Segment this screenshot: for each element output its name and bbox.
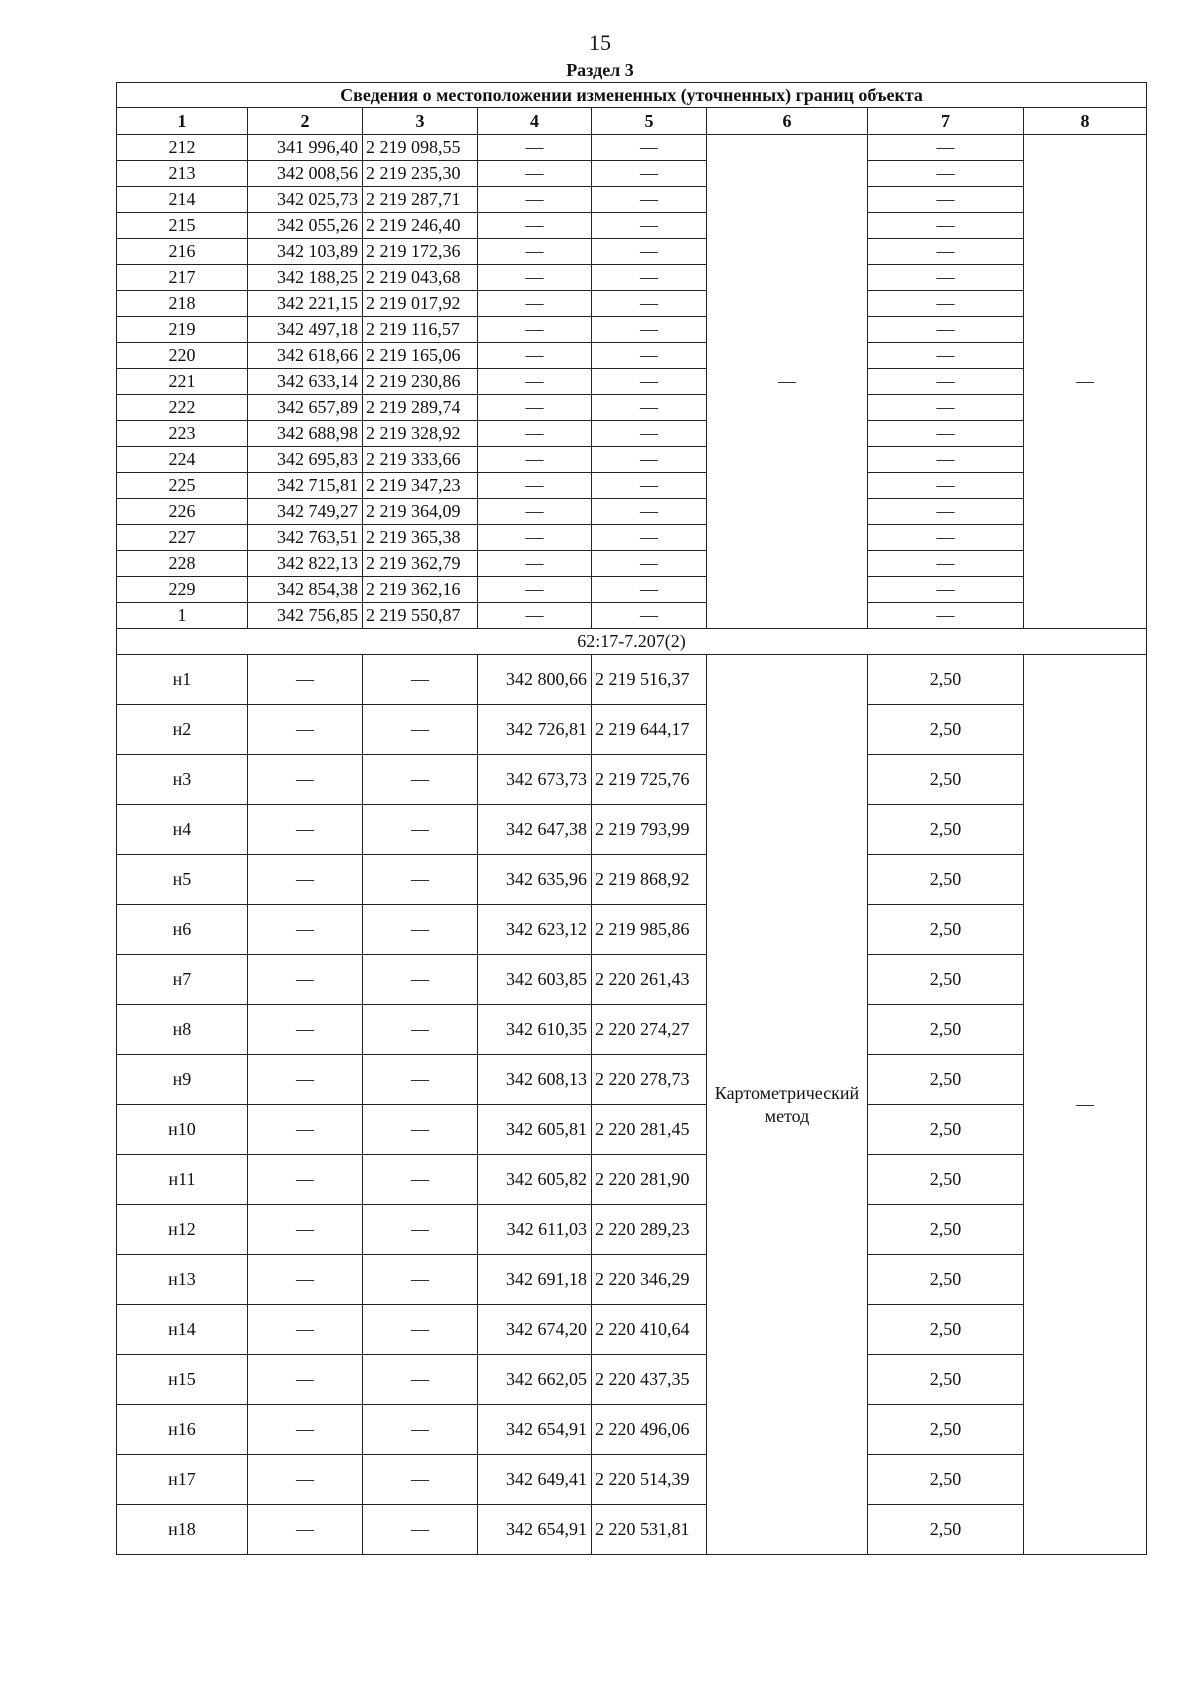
column-header-8: 8: [1024, 108, 1147, 135]
coord-y-existing: —: [363, 1005, 478, 1055]
coord-y-new: —: [592, 473, 707, 499]
accuracy-cell: —: [868, 239, 1024, 265]
table-row: [117, 499, 1147, 525]
coord-y-existing: 2 219 172,36: [363, 239, 478, 265]
table-row: [117, 395, 1147, 421]
table-row: [117, 161, 1147, 187]
table-row: [117, 755, 1147, 805]
column-header-4: 4: [478, 108, 592, 135]
point-number: н1: [117, 655, 248, 705]
coord-y-existing: —: [363, 655, 478, 705]
table-row: [117, 1155, 1147, 1205]
coord-y-new: —: [592, 421, 707, 447]
coord-x-new: 342 623,12: [478, 905, 592, 955]
accuracy-cell: 2,50: [868, 1005, 1024, 1055]
table-row: [117, 291, 1147, 317]
table-row: [117, 1305, 1147, 1355]
accuracy-cell: —: [868, 187, 1024, 213]
coord-x-existing: 342 688,98: [248, 421, 363, 447]
coord-x-existing: —: [248, 1205, 363, 1255]
coord-y-new: 2 220 410,64: [592, 1305, 707, 1355]
coord-x-new: 342 611,03: [478, 1205, 592, 1255]
table-body: [117, 135, 1147, 1555]
coord-y-existing: 2 219 333,66: [363, 447, 478, 473]
coord-y-new: 2 219 868,92: [592, 855, 707, 905]
accuracy-cell: —: [868, 265, 1024, 291]
coord-x-existing: 342 749,27: [248, 499, 363, 525]
point-number: 222: [117, 395, 248, 421]
coord-x-new: 342 654,91: [478, 1505, 592, 1555]
coord-y-new: 2 220 278,73: [592, 1055, 707, 1105]
coord-y-existing: 2 219 165,06: [363, 343, 478, 369]
coord-x-existing: 342 715,81: [248, 473, 363, 499]
col8-cell: —: [1024, 655, 1147, 1555]
coord-x-new: —: [478, 291, 592, 317]
point-number: 218: [117, 291, 248, 317]
point-number: 225: [117, 473, 248, 499]
accuracy-cell: —: [868, 135, 1024, 161]
column-header-1: 1: [117, 108, 248, 135]
point-number: н10: [117, 1105, 248, 1155]
table-row: [117, 525, 1147, 551]
point-number: 215: [117, 213, 248, 239]
coord-y-existing: —: [363, 1105, 478, 1155]
coord-y-existing: 2 219 365,38: [363, 525, 478, 551]
coord-x-new: —: [478, 577, 592, 603]
table-row: [117, 805, 1147, 855]
coord-y-new: —: [592, 525, 707, 551]
coord-y-existing: 2 219 362,16: [363, 577, 478, 603]
coord-x-existing: 342 763,51: [248, 525, 363, 551]
coord-x-existing: 342 756,85: [248, 603, 363, 629]
coord-x-new: 342 635,96: [478, 855, 592, 905]
point-number: н11: [117, 1155, 248, 1205]
coord-y-existing: 2 219 098,55: [363, 135, 478, 161]
coord-y-new: 2 219 793,99: [592, 805, 707, 855]
table-row: [117, 1405, 1147, 1455]
table-row: [117, 1505, 1147, 1555]
accuracy-cell: 2,50: [868, 1055, 1024, 1105]
point-number: 227: [117, 525, 248, 551]
coord-x-new: —: [478, 343, 592, 369]
accuracy-cell: 2,50: [868, 705, 1024, 755]
coord-x-new: 342 605,81: [478, 1105, 592, 1155]
accuracy-cell: 2,50: [868, 855, 1024, 905]
coord-x-existing: —: [248, 1105, 363, 1155]
coord-x-existing: 342 008,56: [248, 161, 363, 187]
coord-y-new: —: [592, 317, 707, 343]
table-row: [117, 317, 1147, 343]
coord-y-existing: 2 219 364,09: [363, 499, 478, 525]
coord-x-new: —: [478, 161, 592, 187]
coord-y-existing: —: [363, 705, 478, 755]
accuracy-cell: 2,50: [868, 1305, 1024, 1355]
table-row: [117, 135, 1147, 161]
point-number: н14: [117, 1305, 248, 1355]
point-number: н15: [117, 1355, 248, 1405]
accuracy-cell: —: [868, 213, 1024, 239]
coord-x-new: 342 673,73: [478, 755, 592, 805]
coord-x-new: —: [478, 213, 592, 239]
coord-x-existing: 342 188,25: [248, 265, 363, 291]
coord-x-existing: 342 822,13: [248, 551, 363, 577]
coord-y-new: 2 219 644,17: [592, 705, 707, 755]
coord-x-new: —: [478, 447, 592, 473]
point-number: 220: [117, 343, 248, 369]
coord-x-new: —: [478, 395, 592, 421]
accuracy-cell: —: [868, 395, 1024, 421]
coord-x-existing: 342 497,18: [248, 317, 363, 343]
point-number: 216: [117, 239, 248, 265]
accuracy-cell: 2,50: [868, 1255, 1024, 1305]
table-row: [117, 343, 1147, 369]
coord-y-existing: —: [363, 1505, 478, 1555]
accuracy-cell: —: [868, 551, 1024, 577]
coord-y-existing: 2 219 289,74: [363, 395, 478, 421]
coord-y-existing: —: [363, 1255, 478, 1305]
coord-y-new: 2 219 516,37: [592, 655, 707, 705]
point-number: 226: [117, 499, 248, 525]
point-number: 212: [117, 135, 248, 161]
coord-x-existing: 342 618,66: [248, 343, 363, 369]
coord-x-new: 342 649,41: [478, 1455, 592, 1505]
point-number: 217: [117, 265, 248, 291]
coord-y-existing: —: [363, 1355, 478, 1405]
coord-y-existing: 2 219 362,79: [363, 551, 478, 577]
coord-y-new: —: [592, 239, 707, 265]
point-number: н6: [117, 905, 248, 955]
coord-y-new: —: [592, 499, 707, 525]
coord-x-new: 342 608,13: [478, 1055, 592, 1105]
coord-x-new: —: [478, 135, 592, 161]
coord-x-existing: —: [248, 1405, 363, 1455]
coord-y-new: —: [592, 265, 707, 291]
coord-y-new: —: [592, 447, 707, 473]
table-row: [117, 855, 1147, 905]
table-row: [117, 551, 1147, 577]
table-title: Сведения о местоположении измененных (уточненных) границ объекта: [117, 83, 1147, 108]
coord-x-new: 342 654,91: [478, 1405, 592, 1455]
accuracy-cell: —: [868, 473, 1024, 499]
coord-y-new: —: [592, 369, 707, 395]
column-header-5: 5: [592, 108, 707, 135]
method-cell: —: [707, 135, 868, 629]
page-number: 15: [589, 30, 611, 55]
table-row: [117, 473, 1147, 499]
coord-y-existing: —: [363, 1155, 478, 1205]
coord-x-existing: —: [248, 755, 363, 805]
point-number: н3: [117, 755, 248, 805]
table-row: [117, 239, 1147, 265]
coord-y-new: 2 220 346,29: [592, 1255, 707, 1305]
coord-x-new: 342 800,66: [478, 655, 592, 705]
coord-x-new: 342 691,18: [478, 1255, 592, 1305]
coord-y-new: 2 220 281,90: [592, 1155, 707, 1205]
coord-x-new: —: [478, 187, 592, 213]
coord-y-existing: —: [363, 805, 478, 855]
accuracy-cell: 2,50: [868, 1105, 1024, 1155]
coord-x-new: 342 647,38: [478, 805, 592, 855]
accuracy-cell: 2,50: [868, 1505, 1024, 1555]
accuracy-cell: 2,50: [868, 755, 1024, 805]
point-number: н17: [117, 1455, 248, 1505]
coord-x-existing: 342 103,89: [248, 239, 363, 265]
coord-y-new: 2 220 496,06: [592, 1405, 707, 1455]
table-row: [117, 905, 1147, 955]
accuracy-cell: —: [868, 577, 1024, 603]
point-number: 214: [117, 187, 248, 213]
coord-x-existing: 342 695,83: [248, 447, 363, 473]
coord-y-existing: 2 219 328,92: [363, 421, 478, 447]
point-number: н13: [117, 1255, 248, 1305]
coord-x-new: —: [478, 473, 592, 499]
table-row: [117, 1255, 1147, 1305]
coord-x-new: —: [478, 551, 592, 577]
point-number: н9: [117, 1055, 248, 1105]
coord-y-new: —: [592, 291, 707, 317]
coord-y-new: 2 220 437,35: [592, 1355, 707, 1405]
column-header-7: 7: [868, 108, 1024, 135]
table-row: [117, 603, 1147, 629]
point-number: н18: [117, 1505, 248, 1555]
table-row: [117, 187, 1147, 213]
coord-x-new: —: [478, 525, 592, 551]
coord-y-existing: 2 219 017,92: [363, 291, 478, 317]
coord-y-new: 2 220 274,27: [592, 1005, 707, 1055]
accuracy-cell: —: [868, 161, 1024, 187]
coord-y-new: 2 220 289,23: [592, 1205, 707, 1255]
coord-y-existing: 2 219 043,68: [363, 265, 478, 291]
coord-y-existing: 2 219 287,71: [363, 187, 478, 213]
coord-x-new: —: [478, 499, 592, 525]
accuracy-cell: —: [868, 525, 1024, 551]
coord-x-existing: —: [248, 655, 363, 705]
coord-x-existing: 342 854,38: [248, 577, 363, 603]
coord-x-new: 342 726,81: [478, 705, 592, 755]
table-row: [117, 421, 1147, 447]
point-number: н4: [117, 805, 248, 855]
table-row: [117, 955, 1147, 1005]
coord-x-new: —: [478, 421, 592, 447]
coord-x-new: —: [478, 265, 592, 291]
coord-x-existing: —: [248, 855, 363, 905]
coord-x-existing: 342 025,73: [248, 187, 363, 213]
coord-y-existing: —: [363, 1405, 478, 1455]
coord-x-existing: —: [248, 1455, 363, 1505]
coord-x-existing: —: [248, 1505, 363, 1555]
accuracy-cell: —: [868, 291, 1024, 317]
point-number: н8: [117, 1005, 248, 1055]
coord-x-new: 342 603,85: [478, 955, 592, 1005]
coord-x-new: —: [478, 603, 592, 629]
point-number: 228: [117, 551, 248, 577]
accuracy-cell: —: [868, 317, 1024, 343]
coord-x-new: 342 662,05: [478, 1355, 592, 1405]
coord-x-new: 342 610,35: [478, 1005, 592, 1055]
accuracy-cell: 2,50: [868, 1205, 1024, 1255]
coord-y-existing: 2 219 230,86: [363, 369, 478, 395]
table-row: [117, 1005, 1147, 1055]
coord-y-existing: 2 219 347,23: [363, 473, 478, 499]
table-row: [117, 1105, 1147, 1155]
coord-x-new: —: [478, 369, 592, 395]
column-header-6: 6: [707, 108, 868, 135]
column-header-row: [117, 108, 1147, 135]
accuracy-cell: —: [868, 343, 1024, 369]
accuracy-cell: 2,50: [868, 1155, 1024, 1205]
accuracy-cell: 2,50: [868, 1405, 1024, 1455]
coord-y-new: 2 219 725,76: [592, 755, 707, 805]
col8-cell: —: [1024, 135, 1147, 629]
point-number: 224: [117, 447, 248, 473]
point-number: 221: [117, 369, 248, 395]
coord-y-new: —: [592, 213, 707, 239]
coord-x-existing: 342 657,89: [248, 395, 363, 421]
coord-y-new: 2 220 281,45: [592, 1105, 707, 1155]
coord-y-new: 2 220 261,43: [592, 955, 707, 1005]
coord-x-existing: 342 055,26: [248, 213, 363, 239]
column-header-3: 3: [363, 108, 478, 135]
coord-x-new: —: [478, 239, 592, 265]
point-number: 219: [117, 317, 248, 343]
table-row: [117, 369, 1147, 395]
subgroup-row: [117, 629, 1147, 655]
point-number: н12: [117, 1205, 248, 1255]
accuracy-cell: 2,50: [868, 655, 1024, 705]
point-number: н7: [117, 955, 248, 1005]
coord-x-existing: —: [248, 905, 363, 955]
point-number: 213: [117, 161, 248, 187]
coord-y-existing: 2 219 246,40: [363, 213, 478, 239]
coord-x-existing: —: [248, 1005, 363, 1055]
coord-y-existing: 2 219 116,57: [363, 317, 478, 343]
coord-x-new: 342 674,20: [478, 1305, 592, 1355]
coord-y-new: —: [592, 577, 707, 603]
accuracy-cell: —: [868, 447, 1024, 473]
coord-x-existing: 342 633,14: [248, 369, 363, 395]
coord-x-existing: 342 221,15: [248, 291, 363, 317]
table-row: [117, 1455, 1147, 1505]
section-title: Раздел 3: [566, 60, 634, 80]
point-number: н16: [117, 1405, 248, 1455]
table-row: [117, 447, 1147, 473]
coord-y-new: 2 220 531,81: [592, 1505, 707, 1555]
accuracy-cell: —: [868, 603, 1024, 629]
coord-y-new: —: [592, 343, 707, 369]
coord-y-new: 2 219 985,86: [592, 905, 707, 955]
point-number: н5: [117, 855, 248, 905]
table-row: [117, 1205, 1147, 1255]
accuracy-cell: —: [868, 499, 1024, 525]
coord-x-existing: —: [248, 1355, 363, 1405]
coord-x-new: —: [478, 317, 592, 343]
coord-x-new: 342 605,82: [478, 1155, 592, 1205]
table-row: [117, 655, 1147, 705]
point-number: 223: [117, 421, 248, 447]
coord-y-new: —: [592, 161, 707, 187]
coord-y-existing: —: [363, 1205, 478, 1255]
table-row: [117, 265, 1147, 291]
table-row: [117, 705, 1147, 755]
method-cell: Картометрический метод: [707, 655, 868, 1555]
accuracy-cell: 2,50: [868, 955, 1024, 1005]
coord-y-new: —: [592, 395, 707, 421]
coord-y-existing: —: [363, 1055, 478, 1105]
point-number: н2: [117, 705, 248, 755]
table-row: [117, 1355, 1147, 1405]
coord-y-existing: 2 219 550,87: [363, 603, 478, 629]
coord-x-existing: —: [248, 1255, 363, 1305]
accuracy-cell: 2,50: [868, 805, 1024, 855]
coord-y-existing: —: [363, 1305, 478, 1355]
coord-x-existing: —: [248, 1155, 363, 1205]
column-header-2: 2: [248, 108, 363, 135]
table-row: [117, 577, 1147, 603]
coord-y-existing: —: [363, 955, 478, 1005]
coord-y-existing: —: [363, 905, 478, 955]
point-number: 1: [117, 603, 248, 629]
table-row: [117, 213, 1147, 239]
coord-y-new: —: [592, 603, 707, 629]
coord-x-existing: —: [248, 1055, 363, 1105]
coord-y-new: —: [592, 135, 707, 161]
coord-x-existing: 341 996,40: [248, 135, 363, 161]
coord-x-existing: —: [248, 805, 363, 855]
accuracy-cell: 2,50: [868, 1355, 1024, 1405]
coordinates-table: [116, 82, 1147, 1555]
coord-y-existing: —: [363, 855, 478, 905]
accuracy-cell: 2,50: [868, 1455, 1024, 1505]
subgroup-label: 62:17-7.207(2): [117, 629, 1147, 655]
coord-y-existing: —: [363, 1455, 478, 1505]
coord-y-new: —: [592, 187, 707, 213]
coord-x-existing: —: [248, 1305, 363, 1355]
coord-x-existing: —: [248, 955, 363, 1005]
point-number: 229: [117, 577, 248, 603]
table-row: [117, 1055, 1147, 1105]
coord-y-existing: 2 219 235,30: [363, 161, 478, 187]
accuracy-cell: 2,50: [868, 905, 1024, 955]
coord-y-new: 2 220 514,39: [592, 1455, 707, 1505]
coord-x-existing: —: [248, 705, 363, 755]
coord-y-new: —: [592, 551, 707, 577]
coord-y-existing: —: [363, 755, 478, 805]
accuracy-cell: —: [868, 421, 1024, 447]
accuracy-cell: —: [868, 369, 1024, 395]
